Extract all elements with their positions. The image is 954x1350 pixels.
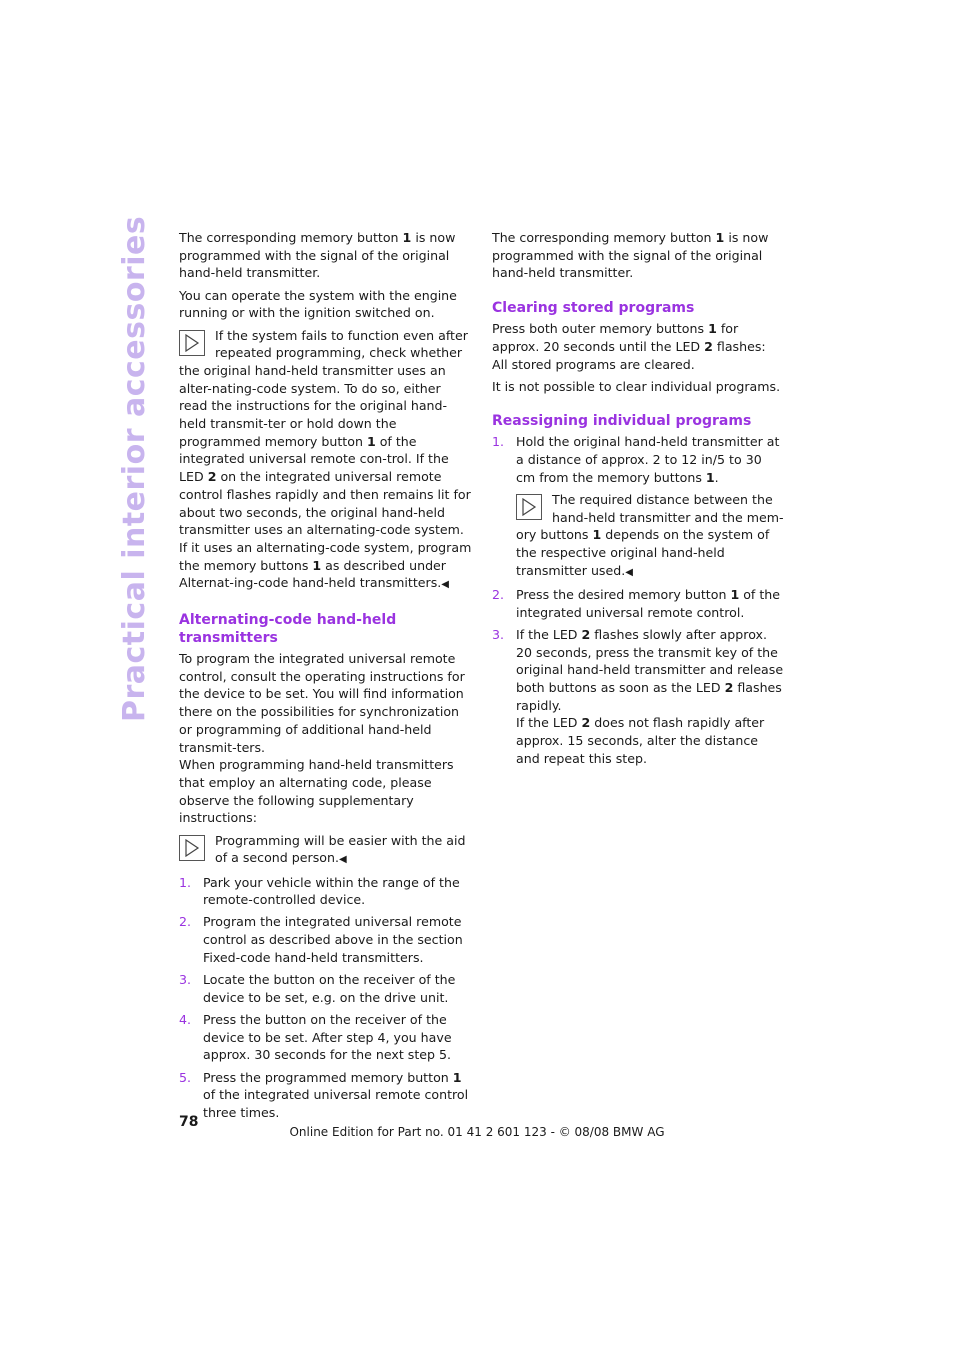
paragraph: You can operate the system with the engine running or with the ignition switched on. <box>179 287 457 321</box>
note-icon <box>179 330 205 356</box>
paragraph: The corresponding memory button 1 is now programmed with the signal of the original hand-held transmitter. <box>179 230 456 281</box>
note-block: Programming will be easier with the aid of a second person.◀ <box>179 832 473 869</box>
end-mark-icon: ◀ <box>441 579 449 591</box>
footer-text: Online Edition for Part no. 01 41 2 601 123 - © 08/08 BMW AG <box>289 1125 665 1139</box>
list-item: 5. Press the programmed memory button 1 of the integrated universal remote control three times. <box>179 1069 469 1120</box>
paragraph: The corresponding memory button 1 is now programmed with the signal of the original hand-held transmitter. <box>492 230 769 281</box>
paragraph: To program the integrated universal remote control, consult the operating instructions for the device to be set. You will find information there on the possibilities for synchronization or programming of additional hand-held transmit-ters. <box>179 651 465 755</box>
page-number: 78 <box>179 1114 199 1130</box>
heading-alternating-code: Alternating-code hand-held transmitters <box>179 612 397 647</box>
paragraph: It is not possible to clear individual programs. <box>492 378 781 394</box>
steps-list <box>492 433 784 767</box>
list-item: 3. If the LED 2 flashes slowly after approx. 20 seconds, press the transmit key of the original hand-held transmitter and release both buttons as soon as the LED 2 flashes rapidly. If the LED 2 does not flash rapidly after approx. 15 seconds, alter the distance and repeat this step. <box>492 626 784 766</box>
list-item: 2. Press the desired memory button 1 of the integrated universal remote control. <box>492 587 781 620</box>
note-block: If the system fails to function even after repeated programming, check whether the original hand-held transmitter uses an alter-nating-code system. To do so, either read the instructions for the original hand-held transmit-ter or hold down the programmed memory button 1 of the integrated universal remote con-trol. If the LED 2 on the integrated universal remote control flashes rapidly and then remains lit for about two seconds, the original hand-held transmitter uses an alternating-code system. If it uses an alternating-code system, program the memory buttons 1 as described under Alternat-ing-code hand-held transmitters.◀ <box>179 327 472 591</box>
list-item: 1. Hold the original hand-held transmitter at a distance of approx. 2 to 12 in/5 to 30 cm from the memory buttons 1. The required distance between the hand-held transmitter and the mem-ory buttons 1 depends on the system of the respective original hand-held transmitter used.◀ <box>492 433 784 581</box>
end-mark-icon: ◀ <box>625 566 633 578</box>
paragraph: When programming hand-held transmitters that employ an alternating code, please observe the following supplementary instructions: <box>179 757 454 826</box>
steps-list <box>179 874 473 1122</box>
list-item: 3. Locate the button on the receiver of the device to be set, e.g. on the drive unit. <box>179 972 456 1005</box>
list-item: 2. Program the integrated universal remote control as described above in the section Fixed-code hand-held transmitters. <box>179 914 463 965</box>
heading-clearing-programs: Clearing stored programs <box>492 300 695 317</box>
note-block: The required distance between the hand-held transmitter and the mem-ory buttons 1 depends on the system of the respective original hand-held transmitter used.◀ <box>516 492 784 578</box>
left-column <box>179 229 473 1126</box>
paragraph: Press both outer memory buttons 1 for approx. 20 seconds until the LED 2 flashes: All stored programs are cleared. <box>492 321 766 372</box>
heading-reassigning-programs: Reassigning individual programs <box>492 413 752 430</box>
right-column <box>492 229 784 772</box>
list-item: 4. Press the button on the receiver of the device to be set. After step 4, you have approx. 30 seconds for the next step 5. <box>179 1011 452 1063</box>
note-icon <box>516 494 542 520</box>
list-item: 1. Park your vehicle within the range of the remote-controlled device. <box>179 874 460 908</box>
note-icon <box>179 835 205 861</box>
end-mark-icon: ◀ <box>338 854 347 866</box>
section-side-title: Practical interior accessories <box>117 215 152 722</box>
